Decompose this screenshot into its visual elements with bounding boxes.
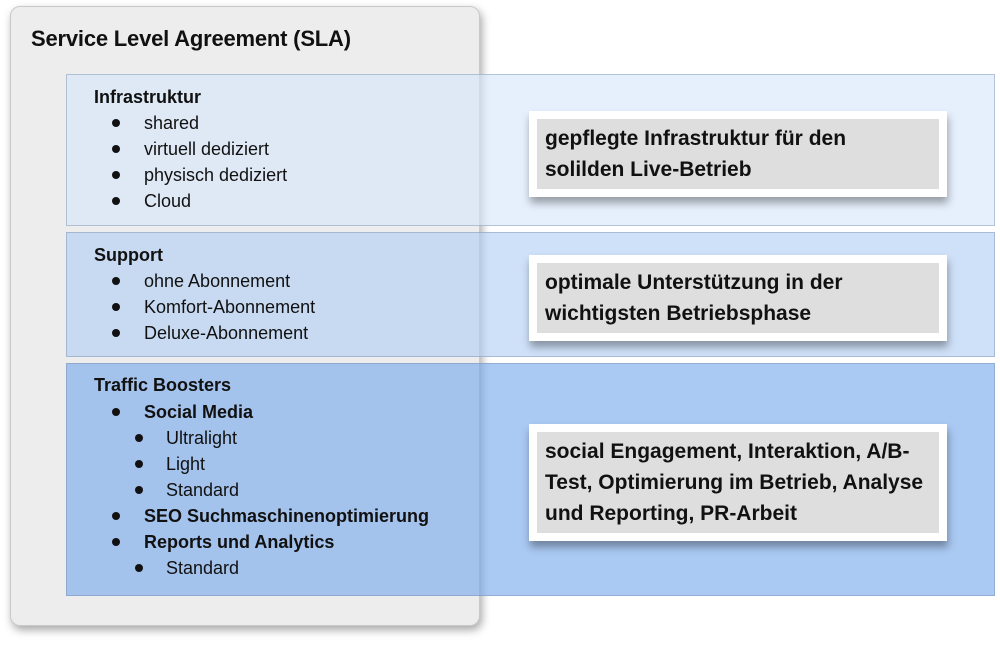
- list-item: [67, 555, 429, 581]
- list-item: [67, 529, 429, 555]
- list-item: [67, 425, 429, 451]
- item-label: Deluxe-Abonnement: [144, 323, 309, 343]
- band-heading: Infrastruktur: [94, 87, 202, 107]
- list-item: [67, 268, 315, 294]
- description-text: gepflegte Infrastruktur für den solilden Live-Betrieb: [537, 119, 939, 189]
- bullet-icon: [112, 538, 120, 546]
- bullet-icon: [112, 145, 120, 153]
- list-item: [67, 110, 287, 136]
- description-card-infrastruktur: [529, 111, 947, 197]
- description-card-traffic-boosters: [529, 424, 947, 541]
- item-label: Light: [166, 454, 206, 474]
- description-text: social Engagement, Interaktion, A/B-Test, Optimierung im Betrieb, Analyse und Reporting, PR-Arbeit: [537, 432, 939, 533]
- list-item: [67, 294, 315, 320]
- item-label: physisch dediziert: [144, 165, 288, 185]
- list-item: [67, 162, 287, 188]
- list-item: [67, 188, 287, 214]
- item-label: shared: [144, 113, 200, 133]
- item-label: Cloud: [144, 191, 192, 211]
- list-item: [67, 136, 287, 162]
- band-heading: Traffic Boosters: [94, 375, 232, 395]
- item-label: Reports und Analytics: [144, 532, 335, 552]
- item-label: Komfort-Abonnement: [144, 297, 316, 317]
- list-item: [67, 451, 429, 477]
- item-label: Ultralight: [166, 428, 238, 448]
- bullet-icon: [135, 564, 143, 572]
- item-list: [67, 268, 315, 346]
- bullet-icon: [135, 434, 143, 442]
- item-list: [67, 110, 287, 214]
- description-card-support: [529, 255, 947, 341]
- item-label: SEO Suchmaschinenoptimierung: [144, 506, 430, 526]
- bullet-icon: [112, 408, 120, 416]
- list-item: [67, 477, 429, 503]
- bullet-icon: [112, 197, 120, 205]
- bullet-icon: [112, 512, 120, 520]
- description-text: optimale Unterstützung in der wichtigsten Betriebsphase: [537, 263, 939, 333]
- bullet-icon: [112, 303, 120, 311]
- item-label: ohne Abonnement: [144, 271, 291, 291]
- list-item: [67, 320, 315, 346]
- sla-title: Service Level Agreement (SLA): [31, 26, 351, 51]
- band-heading: Support: [94, 245, 163, 265]
- list-item: [67, 503, 429, 529]
- item-list: [67, 399, 429, 581]
- bullet-icon: [112, 277, 120, 285]
- bullet-icon: [135, 486, 143, 494]
- list-item: [67, 399, 429, 425]
- item-label: Standard: [166, 558, 240, 578]
- item-label: Social Media: [144, 402, 254, 422]
- bullet-icon: [112, 329, 120, 337]
- bullet-icon: [112, 171, 120, 179]
- item-label: Standard: [166, 480, 240, 500]
- bullet-icon: [135, 460, 143, 468]
- item-label: virtuell dediziert: [144, 139, 270, 159]
- bullet-icon: [112, 119, 120, 127]
